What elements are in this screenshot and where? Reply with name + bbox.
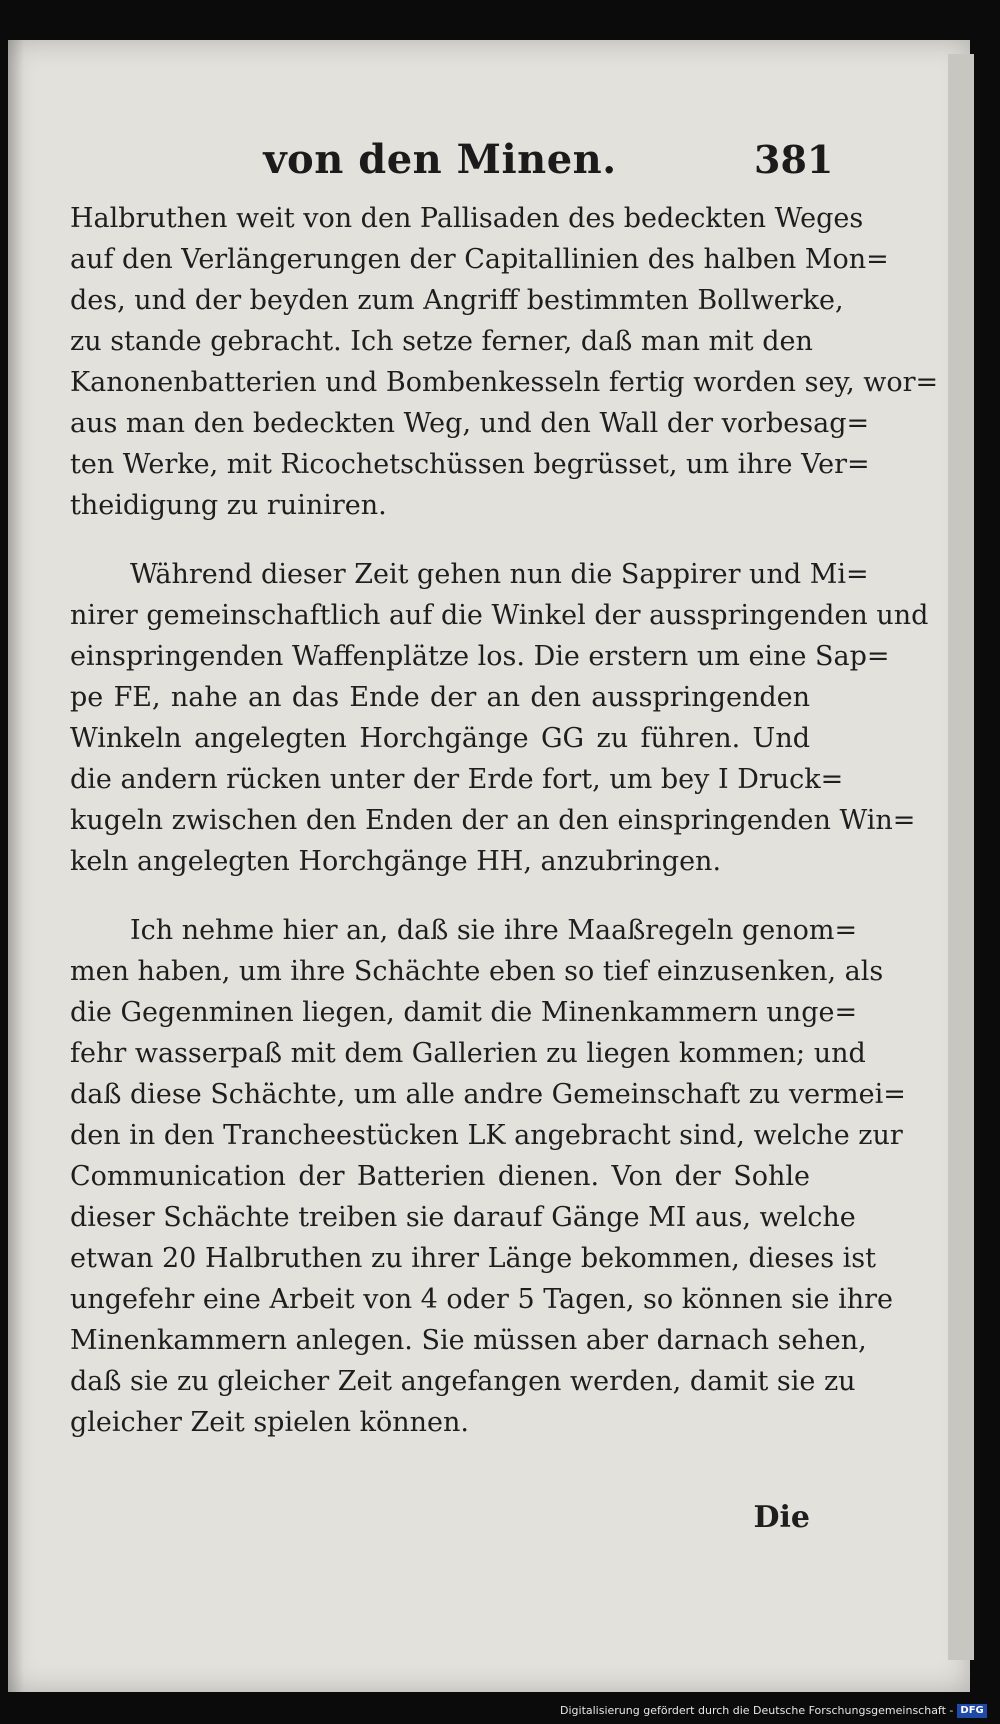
text-line: des, und der beyden zum Angriff bestimmten Bollwerke, bbox=[70, 285, 844, 316]
text-line: Winkeln angelegten Horchgänge GG zu führen. Und bbox=[70, 723, 810, 754]
text-line: gleicher Zeit spielen können. bbox=[70, 1407, 470, 1438]
page-edge bbox=[948, 54, 974, 1660]
text-line: Kanonenbatterien und Bombenkesseln fertig worden sey, wor= bbox=[70, 367, 939, 398]
dfg-logo: DFG bbox=[957, 1704, 986, 1718]
text-line: nirer gemeinschaftlich auf die Winkel der ausspringenden und bbox=[70, 600, 929, 631]
paragraph-2 bbox=[70, 554, 929, 882]
running-head: von den Minen. bbox=[263, 136, 617, 183]
text-line: daß sie zu gleicher Zeit angefangen werden, damit sie zu bbox=[70, 1366, 856, 1397]
text-line: zu stande gebracht. Ich setze ferner, daß man mit den bbox=[70, 326, 813, 357]
paragraph-3 bbox=[70, 910, 906, 1443]
text-line: pe FE, nahe an das Ende der an den ausspringenden bbox=[70, 682, 810, 713]
text-line: theidigung zu ruiniren. bbox=[70, 490, 387, 521]
digitization-credit bbox=[560, 1702, 984, 1720]
text-line: ten Werke, mit Ricochetschüssen begrüsset, um ihre Ver= bbox=[70, 449, 870, 480]
text-line: Communication der Batterien dienen. Von der Sohle bbox=[70, 1161, 810, 1192]
credit-text: Digitalisierung gefördert durch die Deutsche Forschungsgemeinschaft - bbox=[560, 1704, 954, 1717]
text-line: fehr wasserpaß mit dem Gallerien zu liegen kommen; und bbox=[70, 1038, 866, 1069]
page-header bbox=[70, 132, 834, 188]
text-line: auf den Verlängerungen der Capitallinien des halben Mon= bbox=[70, 244, 889, 275]
paragraph-1 bbox=[70, 198, 939, 526]
text-line: keln angelegten Horchgänge HH, anzubringen. bbox=[70, 846, 722, 877]
text-line: men haben, um ihre Schächte eben so tief einzusenken, als bbox=[70, 956, 884, 987]
body-text bbox=[70, 198, 939, 1443]
text-line: aus man den bedeckten Weg, und den Wall der vorbesag= bbox=[70, 408, 870, 439]
text-line: etwan 20 Halbruthen zu ihrer Länge bekommen, dieses ist bbox=[70, 1243, 876, 1274]
catchword: Die bbox=[753, 1500, 810, 1535]
text-line: Halbruthen weit von den Pallisaden des bedeckten Weges bbox=[70, 203, 864, 234]
text-line: daß diese Schächte, um alle andre Gemeinschaft zu vermei= bbox=[70, 1079, 906, 1110]
text-line: Ich nehme hier an, daß sie ihre Maaßregeln genom= bbox=[130, 915, 858, 946]
spine-shadow bbox=[8, 40, 24, 1692]
text-line: den in den Trancheestücken LK angebracht sind, welche zur bbox=[70, 1120, 903, 1151]
page-number: 381 bbox=[754, 137, 834, 182]
text-line: einspringenden Waffenplätze los. Die erstern um eine Sap= bbox=[70, 641, 890, 672]
text-line: kugeln zwischen den Enden der an den einspringenden Win= bbox=[70, 805, 916, 836]
text-line: die andern rücken unter der Erde fort, um bey I Druck= bbox=[70, 764, 844, 795]
text-line: ungefehr eine Arbeit von 4 oder 5 Tagen, so können sie ihre bbox=[70, 1284, 894, 1315]
text-line: dieser Schächte treiben sie darauf Gänge MI aus, welche bbox=[70, 1202, 856, 1233]
text-line: Während dieser Zeit gehen nun die Sappirer und Mi= bbox=[130, 559, 869, 590]
text-line: die Gegenminen liegen, damit die Minenkammern unge= bbox=[70, 997, 858, 1028]
text-line: Minenkammern anlegen. Sie müssen aber darnach sehen, bbox=[70, 1325, 867, 1356]
